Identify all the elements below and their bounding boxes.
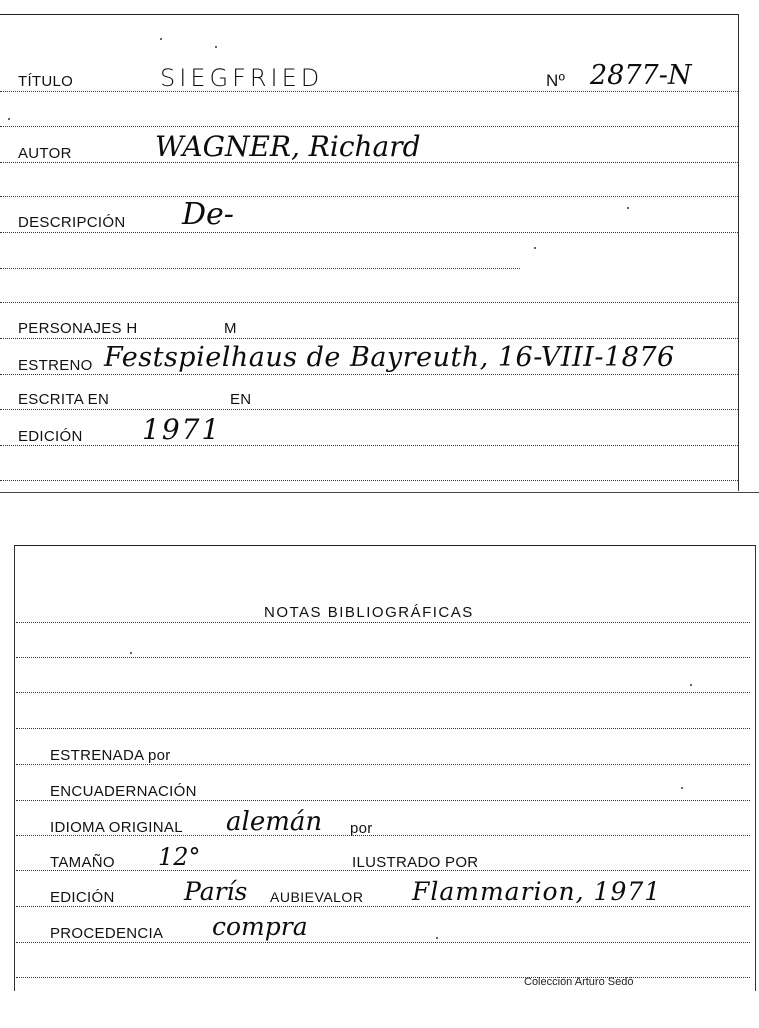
- scan-speck: [534, 247, 536, 249]
- idioma-por-label: por: [350, 820, 373, 837]
- ilustrado-label: ILUSTRADO POR: [352, 854, 479, 871]
- titulo-label: TÍTULO: [18, 73, 74, 90]
- personajes-label: PERSONAJES H: [18, 320, 138, 337]
- edicion-label-2: EDICIÓN: [50, 889, 115, 906]
- collection-stamp: Colección Arturo Sedó: [524, 976, 634, 988]
- scan-speck: [681, 787, 683, 789]
- row-rule: [16, 906, 750, 907]
- scan-speck: [215, 46, 217, 48]
- descripcion-value: De-: [182, 197, 234, 232]
- row-rule: [0, 409, 738, 410]
- procedencia-value: compra: [212, 912, 308, 941]
- escrita-en-label: EN: [230, 391, 252, 408]
- scan-speck: [627, 207, 629, 209]
- row-rule: [0, 91, 738, 92]
- row-rule: [16, 977, 750, 978]
- edicion-rest-value: Flammarion, 1971: [412, 877, 662, 906]
- scan-speck: [8, 118, 10, 120]
- edicion-city-value: París: [184, 877, 248, 906]
- tamano-value: 12°: [158, 843, 201, 871]
- edicion-label: EDICIÓN: [18, 428, 83, 445]
- row-rule: [16, 657, 750, 658]
- titulo-value: SIEGFRIED: [160, 64, 324, 92]
- row-rule: [16, 692, 750, 693]
- row-rule: [16, 622, 750, 623]
- descripcion-label: DESCRIPCIÓN: [18, 214, 126, 231]
- escrita-label: ESCRITA EN: [18, 391, 110, 408]
- numero-value: 2877-N: [590, 60, 692, 91]
- row-rule: [0, 126, 738, 127]
- card-separator: [0, 492, 759, 493]
- row-rule: [0, 196, 738, 197]
- estrenada-label: ESTRENADA por: [50, 747, 171, 764]
- notas-heading: NOTAS BIBLIOGRÁFICAS: [264, 604, 474, 621]
- idioma-value: alemán: [226, 807, 323, 837]
- tamano-label: TAMAÑO: [50, 854, 115, 871]
- row-rule: [16, 800, 750, 801]
- row-rule: [0, 232, 738, 233]
- scan-speck: [130, 652, 132, 654]
- idioma-label: IDIOMA ORIGINAL: [50, 819, 183, 836]
- scan-speck: [436, 937, 438, 939]
- row-rule: [16, 764, 750, 765]
- encuadernacion-label: ENCUADERNACIÓN: [50, 783, 197, 800]
- edicion-value: 1971: [142, 413, 222, 446]
- row-rule: [16, 942, 750, 943]
- row-rule: [0, 374, 738, 375]
- row-rule: [0, 445, 738, 446]
- procedencia-label: PROCEDENCIA: [50, 925, 164, 942]
- personajes-m-label: M: [224, 320, 237, 337]
- autor-label: AUTOR: [18, 145, 72, 162]
- estreno-label: ESTRENO: [18, 357, 93, 374]
- row-rule: [0, 302, 738, 303]
- row-rule: [0, 480, 738, 481]
- scan-speck: [160, 38, 162, 40]
- autor-value: WAGNER, Richard: [155, 130, 421, 163]
- edicion-stamp-value: AUBIEVALOR: [270, 889, 364, 905]
- estreno-value: Festspielhaus de Bayreuth, 16-VIII-1876: [104, 342, 675, 373]
- row-rule: [0, 268, 520, 269]
- row-rule: [16, 728, 750, 729]
- row-rule: [0, 338, 738, 339]
- scan-speck: [690, 684, 692, 686]
- numero-label: Nº: [546, 71, 566, 90]
